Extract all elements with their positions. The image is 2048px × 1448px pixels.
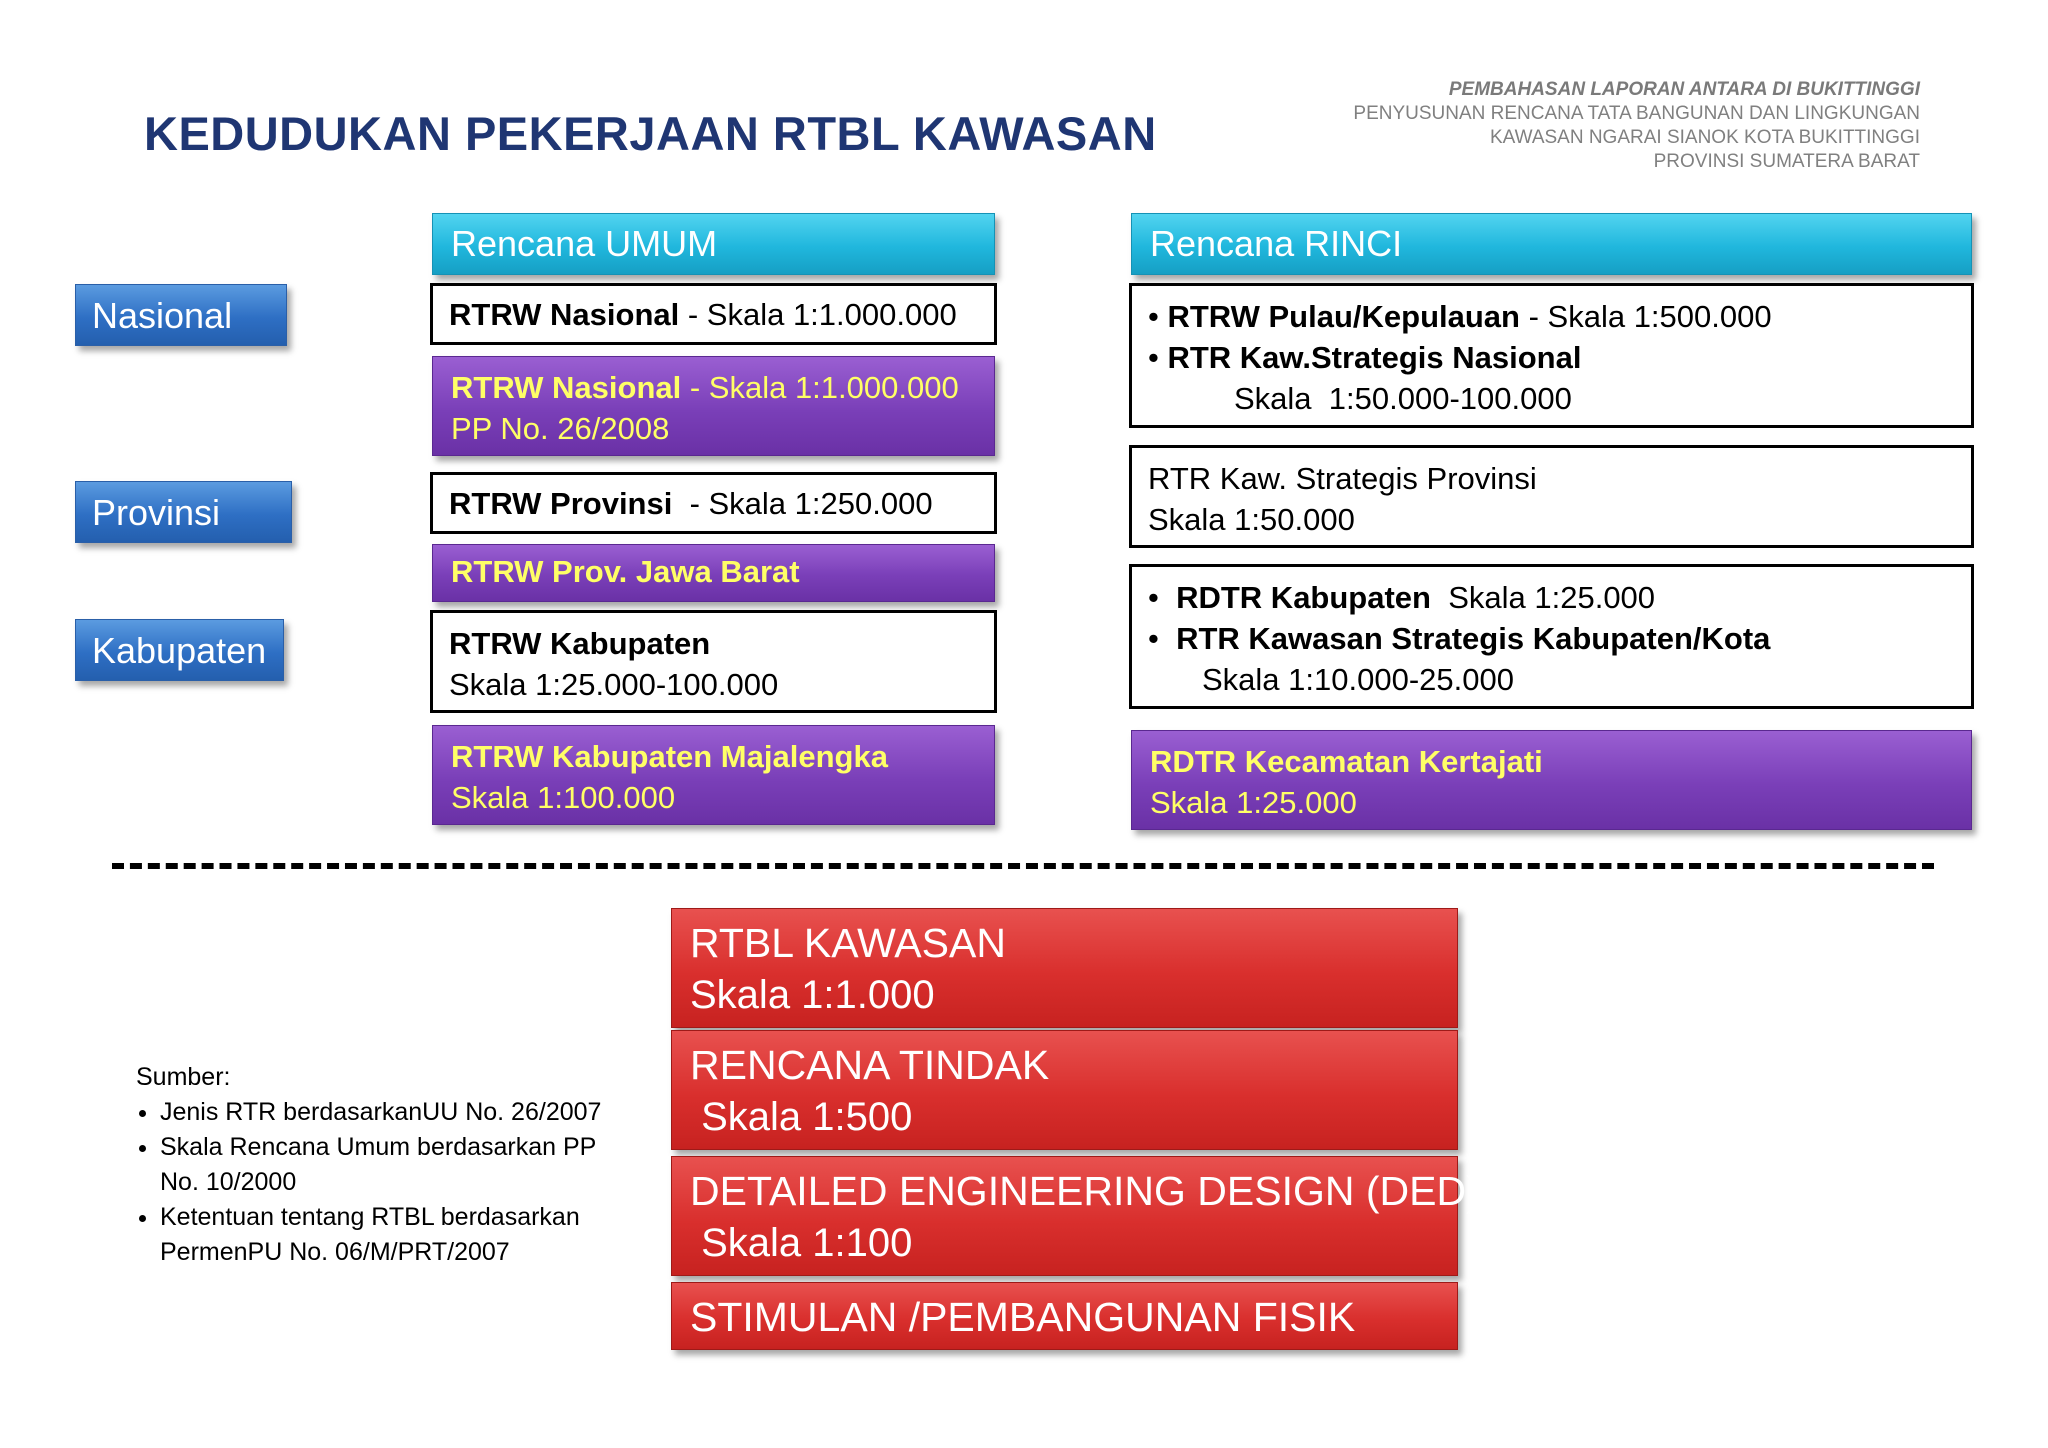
rinci-kabupaten-item2-title: RTR Kawasan Strategis Kabupaten/Kota [1176,621,1771,656]
page-title: KEDUDUKAN PEKERJAAN RTBL KAWASAN [144,107,1157,160]
umum-provinsi-example-title: RTRW Prov. Jawa Barat [451,554,800,589]
stack-rencana-tindak-scale: Skala 1:500 [690,1095,913,1139]
umum-provinsi-title: RTRW Provinsi [449,486,673,521]
umum-kabupaten-example-title: RTRW Kabupaten Majalengka [451,739,888,774]
umum-nasional-title: RTRW Nasional [449,297,680,332]
source-notes [136,1060,606,1270]
umum-nasional-box [430,283,997,345]
source-label: Sumber: [136,1063,231,1091]
rinci-nasional-item1-title: RTRW Pulau/Kepulauan [1167,299,1520,334]
stack-ded-title: DETAILED ENGINEERING DESIGN (DED) [690,1168,1480,1214]
header-line-3: KAWASAN NGARAI SIANOK KOTA BUKITTINGGI [1489,127,1920,148]
rinci-kabupaten-box: • RDTR Kabupaten Skala 1:25.000 • RTR Kawasan Strategis Kabupaten/Kota Skala 1:10.000-25.000 [1129,564,1974,709]
rinci-kabupaten-example-title: RDTR Kecamatan Kertajati [1150,744,1543,779]
stack-stimulan-title: STIMULAN /PEMBANGUNAN FISIK [690,1294,1356,1340]
stack-stimulan [671,1282,1458,1350]
umum-kabupaten-box [430,610,997,713]
rinci-kabupaten-example-scale: Skala 1:25.000 [1150,785,1357,820]
rinci-nasional-box: • RTRW Pulau/Kepulauan - Skala 1:500.000 • RTR Kaw.Strategis Nasional Skala 1:50.000-100.000 [1129,283,1974,428]
stack-rtbl-kawasan [671,908,1458,1028]
rinci-provinsi-scale: Skala 1:50.000 [1148,502,1355,537]
stack-ded-scale: Skala 1:100 [690,1221,913,1265]
umum-kabupaten-title: RTRW Kabupaten [449,626,711,661]
source-list [136,1095,606,1270]
stack-rtbl-kawasan-title: RTBL KAWASAN [690,920,1006,966]
header-line-2: PENYUSUNAN RENCANA TATA BANGUNAN DAN LINGKUNGAN [1353,103,1920,124]
umum-kabupaten-scale: Skala 1:25.000-100.000 [449,667,779,702]
rinci-kabupaten-item1-scale: Skala 1:25.000 [1430,580,1656,615]
level-provinsi: Provinsi [75,481,292,543]
header-rencana-rinci: Rencana RINCI [1131,213,1972,275]
umum-provinsi-box [430,472,997,534]
rinci-nasional-item2-title: RTR Kaw.Strategis Nasional [1167,340,1582,375]
umum-nasional-scale: - Skala 1:1.000.000 [679,297,957,332]
umum-nasional-example-regulation: PP No. 26/2008 [451,411,670,446]
umum-kabupaten-example-scale: Skala 1:100.000 [451,780,676,815]
level-kabupaten: Kabupaten [75,619,284,681]
header-rencana-umum: Rencana UMUM [432,213,995,275]
level-nasional: Nasional [75,284,287,346]
umum-provinsi-scale: - Skala 1:250.000 [672,486,933,521]
source-item: • Skala Rencana Umum berdasarkan PP No. 10/2000 [160,1130,606,1200]
umum-nasional-example-title: RTRW Nasional [451,370,682,405]
rinci-nasional-item1-scale: - Skala 1:500.000 [1519,299,1772,334]
header-line-4: PROVINSI SUMATERA BARAT [1653,151,1920,172]
rinci-kabupaten-example-box [1131,730,1972,830]
rinci-provinsi-box [1129,445,1974,548]
rinci-kabupaten-item1-title: RDTR Kabupaten [1176,580,1431,615]
umum-provinsi-example-box [432,544,995,602]
stack-rtbl-kawasan-scale: Skala 1:1.000 [690,973,935,1017]
stack-rencana-tindak [671,1030,1458,1150]
stack-ded [671,1156,1480,1276]
header-info [1353,78,1920,174]
rinci-nasional-item2-scale: Skala 1:50.000-100.000 [1234,381,1572,416]
rinci-provinsi-title: RTR Kaw. Strategis Provinsi [1148,461,1537,496]
source-item: • Jenis RTR berdasarkanUU No. 26/2007 [160,1095,606,1130]
source-item: • Ketentuan tentang RTBL berdasarkan PermenPU No. 06/M/PRT/2007 [160,1200,606,1270]
umum-kabupaten-example-box [432,725,995,825]
umum-nasional-example-scale: - Skala 1:1.000.000 [681,370,959,405]
rinci-kabupaten-item2-scale: Skala 1:10.000-25.000 [1202,662,1514,697]
umum-nasional-example-box [432,356,995,456]
dashed-separator [112,863,1934,869]
header-line-1: PEMBAHASAN LAPORAN ANTARA DI BUKITTINGGI [1448,79,1920,100]
stack-rencana-tindak-title: RENCANA TINDAK [690,1042,1050,1088]
